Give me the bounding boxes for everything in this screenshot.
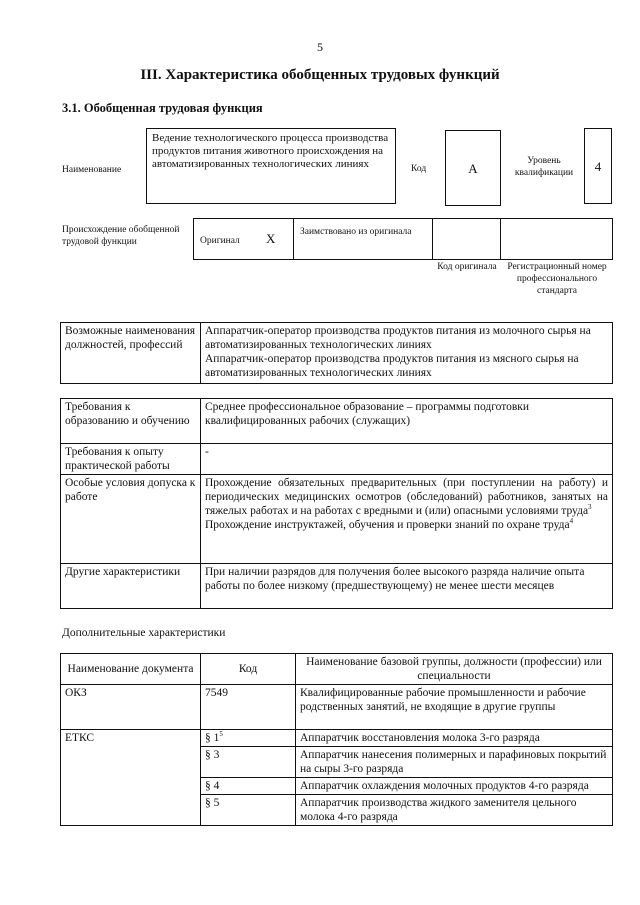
education-value: Среднее профессиональное образование – программы подготовки квалифицированных рабочих (служащих)	[201, 399, 613, 444]
level-label: Уровень квалификации	[514, 156, 574, 178]
original-label: Оригинал	[200, 236, 240, 246]
col-code-header: Код	[201, 654, 296, 685]
experience-value: -	[201, 444, 613, 475]
positions-table	[60, 322, 613, 384]
borrowed-cell	[293, 218, 433, 260]
special-text-1: Прохождение обязательных предварительных (при поступлении на работу) и периодических медицинских осмотров (обследований) работников, занятых на тяжелых работах и на работах с вредными и (или) опасными условиями труда	[205, 477, 608, 517]
position-2: Аппаратчик-оператор производства продуктов питания из мясного сырья на автоматизированных технологических линиях	[205, 353, 579, 379]
experience-label: Требования к опыту практической работы	[61, 444, 201, 475]
etks-code: § 5	[201, 795, 296, 826]
section-title: III. Характеристика обобщенных трудовых функций	[140, 67, 500, 83]
footnote-4: 4	[569, 517, 574, 526]
positions-values	[201, 323, 613, 384]
borrowed-label: Заимствовано из оригинала	[300, 227, 412, 237]
other-label: Другие характеристики	[61, 564, 201, 609]
etks-name: Аппаратчик охлаждения молочных продуктов 4-го разряда	[296, 778, 613, 795]
table-row	[61, 730, 613, 747]
etks-code: § 4	[201, 778, 296, 795]
code-original-caption: Код оригинала	[437, 262, 497, 272]
code-value: А	[445, 130, 501, 206]
etks-doc: ЕТКС	[61, 730, 201, 826]
footnote-5: 5	[219, 730, 223, 739]
requirements-table	[60, 398, 613, 609]
etks-name: Аппаратчик нанесения полимерных и парафиновых покрытий на сыры 3-го разряда	[296, 747, 613, 778]
other-value: При наличии разрядов для получения более высокого разряда наличие опыта работы по более низкому (предшествующему) не менее шести месяцев	[201, 564, 613, 609]
position-1: Аппаратчик-оператор производства продуктов питания из молочного сырья на автоматизированных технологических линиях	[205, 325, 591, 351]
okz-code: 7549	[201, 685, 296, 730]
original-mark: Х	[266, 231, 276, 246]
okz-name: Квалифицированные рабочие промышленности и рабочие родственных занятий, не входящие в другие группы	[296, 685, 613, 730]
col-name-header: Наименование базовой группы, должности (профессии) или специальности	[296, 654, 613, 685]
origin-label: Происхождение обобщенной трудовой функции	[62, 225, 180, 247]
code-label: Код	[411, 164, 427, 174]
code-original-cell	[432, 218, 501, 260]
footnote-3: 3	[588, 503, 592, 512]
okz-doc: ОКЗ	[61, 685, 201, 730]
reg-number-caption: Регистрационный номер профессионального стандарта	[507, 262, 607, 296]
function-name-value: Ведение технологического процесса производства продуктов питания животного происхождения на автоматизированных технологических линиях	[152, 132, 389, 170]
etks-name: Аппаратчик восстановления молока 3-го разряда	[296, 730, 613, 747]
positions-label: Возможные наименования должностей, профессий	[61, 323, 201, 384]
education-label: Требования к образованию и обучению	[61, 399, 201, 444]
additional-heading: Дополнительные характеристики	[62, 627, 226, 639]
function-name-box	[146, 128, 396, 204]
special-text-2: Прохождение инструктажей, обучения и проверки знаний по охране труда	[205, 519, 570, 531]
level-value: 4	[584, 128, 612, 204]
etks-name: Аппаратчик производства жидкого заменителя цельного молока 4-го разряда	[296, 795, 613, 826]
etks-code: § 3	[201, 747, 296, 778]
special-label: Особые условия допуска к работе	[61, 475, 201, 564]
col-doc-header: Наименование документа	[61, 654, 201, 685]
special-value	[201, 475, 613, 564]
subsection-title: 3.1. Обобщенная трудовая функция	[62, 101, 263, 115]
additional-table	[60, 653, 613, 826]
page-number: 5	[317, 40, 323, 54]
original-cell	[193, 218, 294, 260]
reg-number-cell	[500, 218, 613, 260]
etks-code: § $1^5$	[201, 730, 296, 747]
name-label: Наименование	[62, 165, 122, 175]
